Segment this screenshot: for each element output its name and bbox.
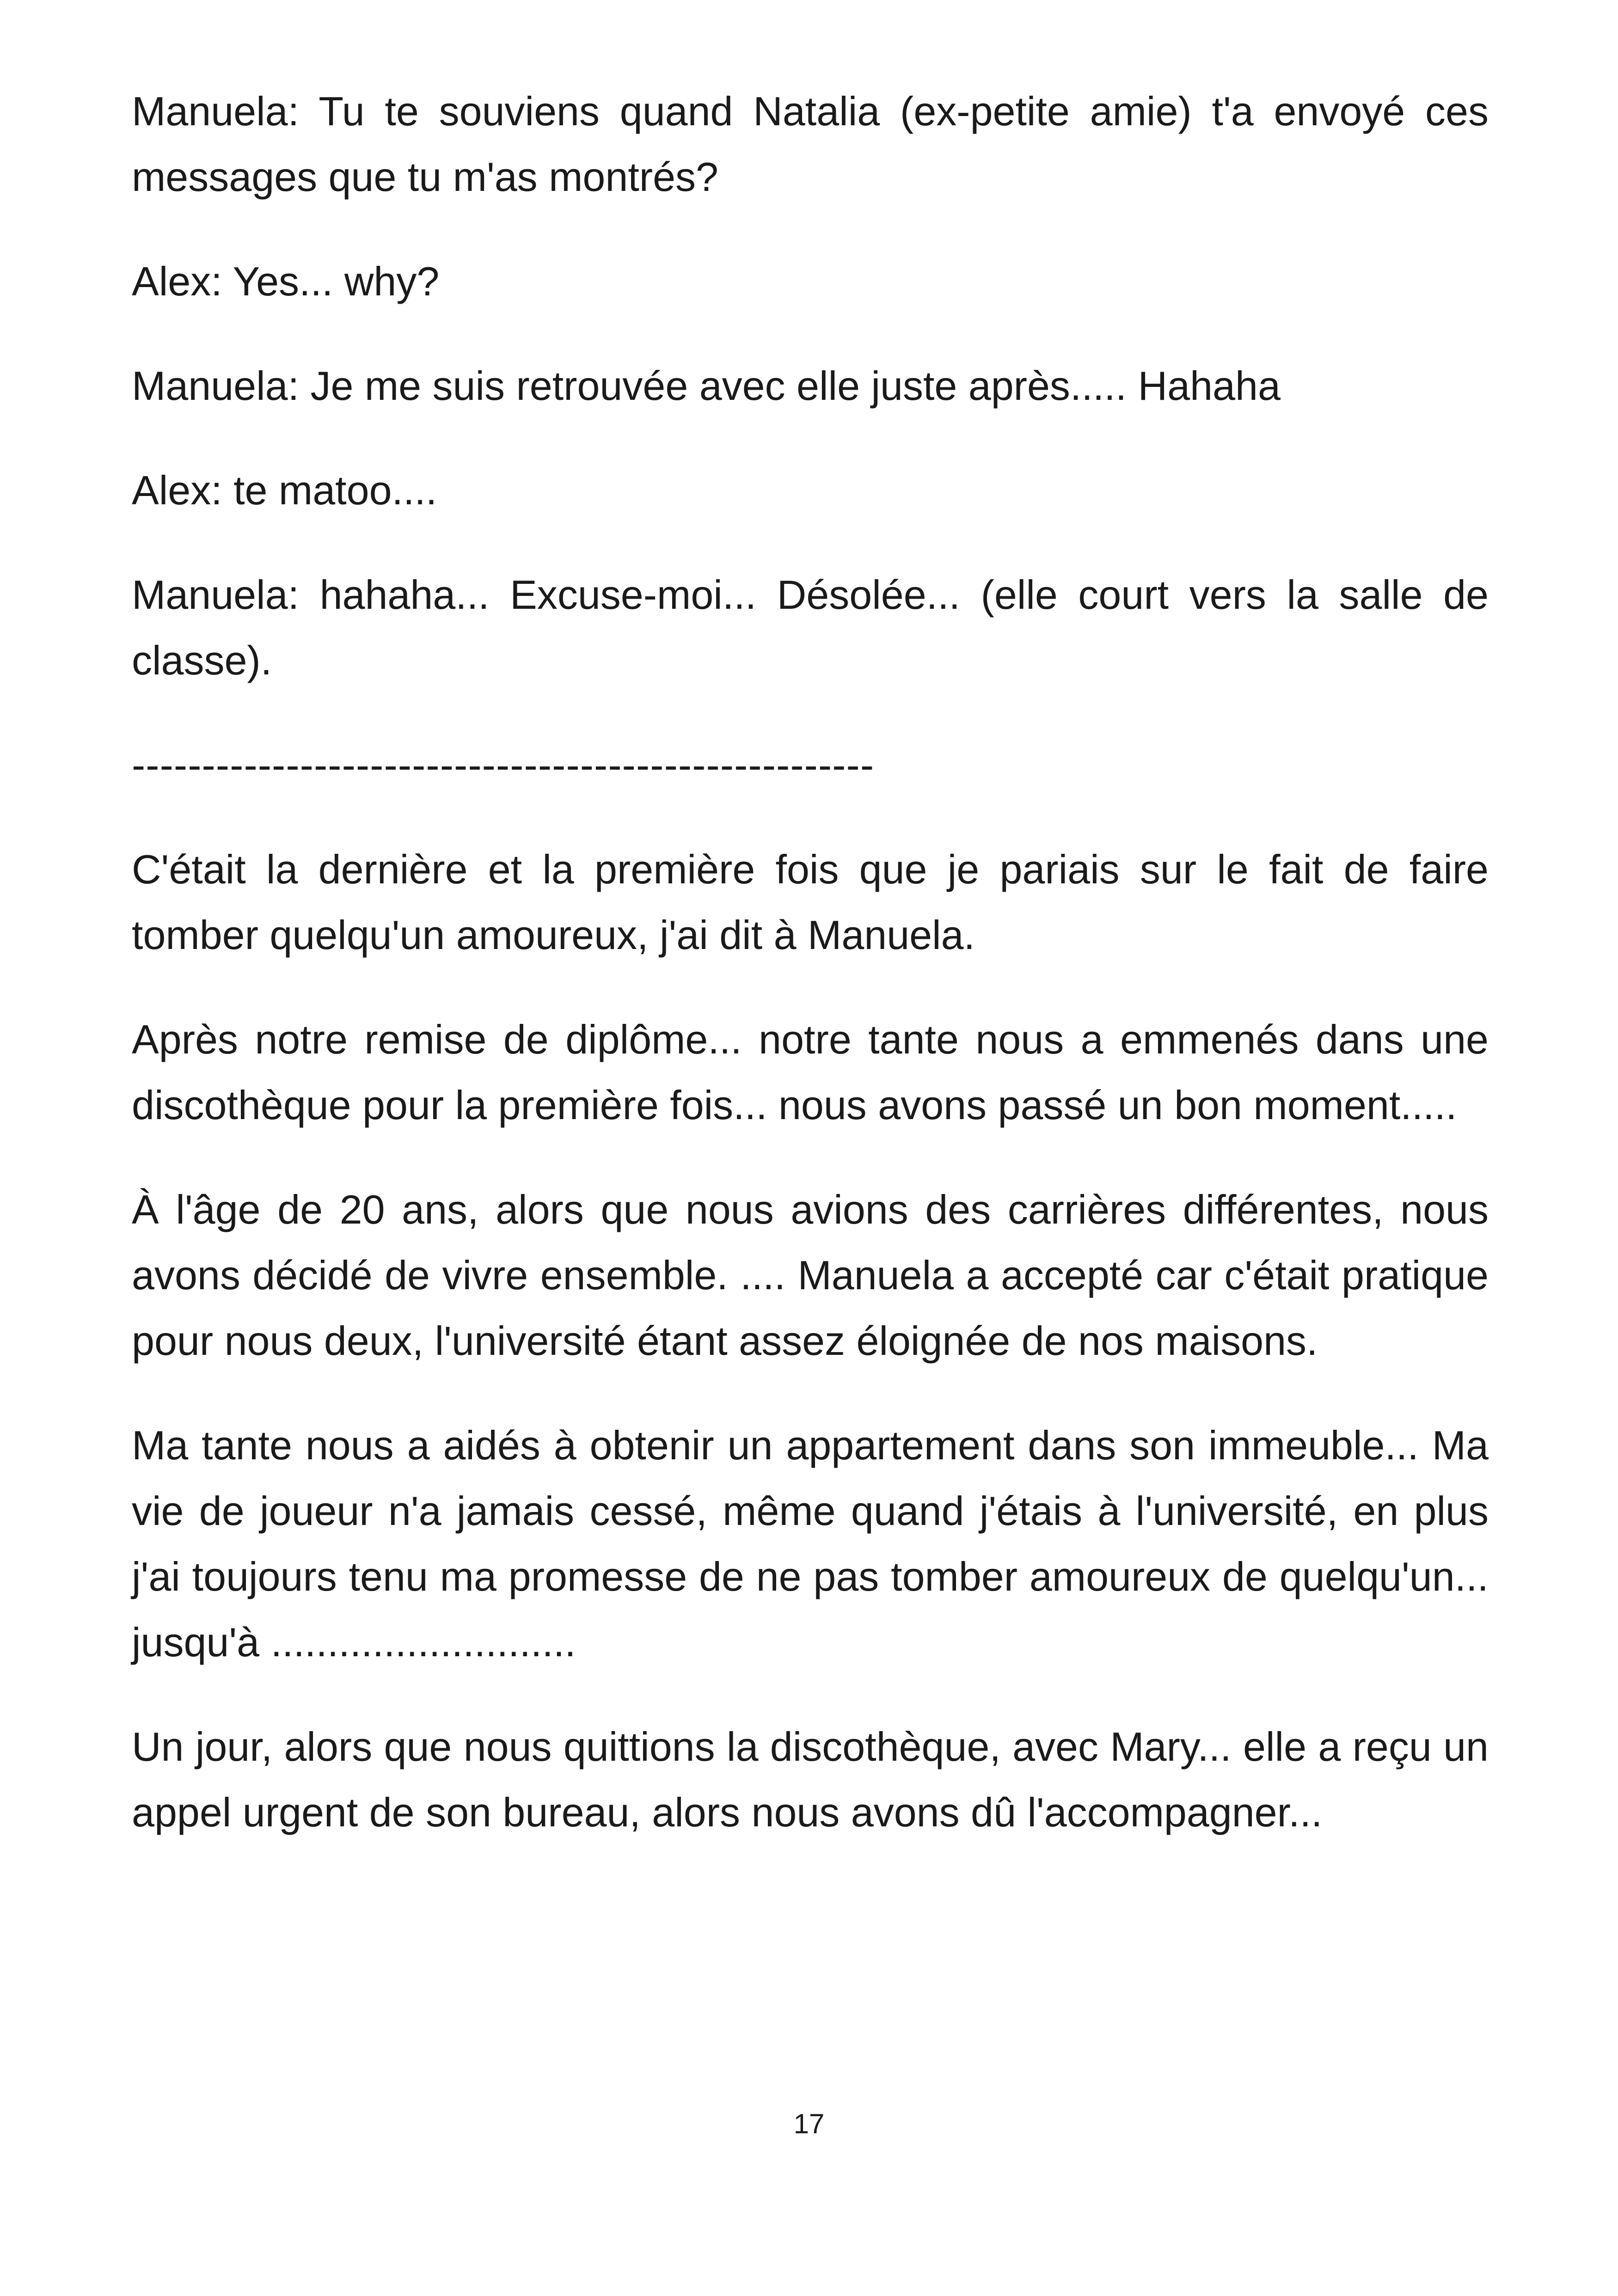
paragraph-narrative-2: Après notre remise de diplôme... notre tante nous a emmenés dans une discothèque pour la première fois... nous avons passé un bon moment..... [132, 1016, 1489, 1128]
body-text [132, 79, 1489, 1845]
paragraph-narrative-5: Un jour, alors que nous quittions la discothèque, avec Mary... elle a reçu un appel urgent de son bureau, alors nous avons dû l'accompagner... [132, 1724, 1489, 1835]
paragraph-narrative-1: C'était la dernière et la première fois que je pariais sur le fait de faire tomber quelqu'un amoureux, j'ai dit à Manuela. [132, 846, 1489, 958]
paragraph-narrative-3: À l'âge de 20 ans, alors que nous avions des carrières différentes, nous avons décidé de vivre ensemble. .... Manuela a accepté car c'était pratique pour nous deux, l'université étant assez éloignée de nos maisons. [132, 1187, 1489, 1364]
page-number: 17 [793, 2108, 825, 2139]
paragraph-narrative-4: Ma tante nous a aidés à obtenir un appartement dans son immeuble... Ma vie de joueur n'a jamais cessé, même quand j'étais à l'université, en plus j'ai toujours tenu ma promesse de ne pas tomber amoureux de quelqu'un... jusqu'à ........................... [132, 1422, 1489, 1665]
section-separator: ----------------------------------------------------- [132, 742, 875, 788]
paragraph-dialogue-alex-2: Alex: te matoo.... [132, 467, 437, 513]
paragraph-dialogue-manuela-1: Manuela: Tu te souviens quand Natalia (ex-petite amie) t'a envoyé ces messages que tu m'as montrés? [132, 88, 1489, 200]
paragraph-dialogue-manuela-2: Manuela: Je me suis retrouvée avec elle juste après..... Hahaha [132, 363, 1281, 409]
paragraph-dialogue-manuela-3: Manuela: hahaha... Excuse-moi... Désolée... (elle court vers la salle de classe). [132, 572, 1489, 683]
paragraph-dialogue-alex-1: Alex: Yes... why? [132, 258, 440, 304]
